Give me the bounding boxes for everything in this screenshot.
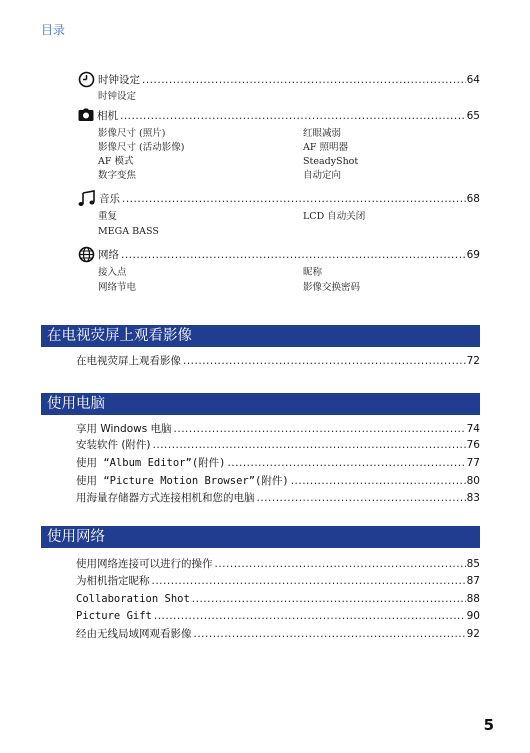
toc-entry[interactable] xyxy=(76,420,480,436)
leader-dots xyxy=(194,627,466,641)
toc-entry-label: 网络 xyxy=(98,249,119,261)
sub-item: 时钟设定 xyxy=(98,91,137,102)
sub-item: 影像尺寸 (活动影像) xyxy=(98,142,185,153)
section-header: 使用电脑 xyxy=(41,393,480,415)
toc-entry-page: 74 xyxy=(466,423,480,435)
leader-dots xyxy=(291,474,466,488)
sub-item: 昵称 xyxy=(303,267,323,278)
sub-item: MEGA BASS xyxy=(98,226,159,237)
sub-item: 影像尺寸 (照片) xyxy=(98,128,166,139)
toc-entry-page: 69 xyxy=(466,249,480,261)
leader-dots xyxy=(154,609,466,623)
toc-entry-label: 相机 xyxy=(97,110,118,122)
toc-entry-page: 88 xyxy=(466,593,480,605)
toc-entry-label: 安装软件 (附件) xyxy=(76,439,151,451)
toc-entry-label: 音乐 xyxy=(99,193,120,205)
toc-entry-page: 76 xyxy=(466,439,480,451)
toc-entry-label: 使用 “Picture Motion Browser”(附件) xyxy=(76,475,289,487)
toc-entry-page: 77 xyxy=(466,457,480,469)
toc-entry-camera[interactable] xyxy=(78,107,480,123)
leader-dots xyxy=(122,192,466,206)
toc-entry-label: 在电视荧屏上观看影像 xyxy=(76,355,181,367)
toc-entry-label: Picture Gift xyxy=(76,610,152,622)
toc-entry[interactable] xyxy=(76,555,480,571)
leader-dots xyxy=(192,592,466,606)
toc-entry-page: 85 xyxy=(466,558,480,570)
leader-dots xyxy=(121,248,466,262)
toc-entry[interactable] xyxy=(76,590,480,606)
toc-entry-page: 64 xyxy=(466,74,480,86)
section-header: 在电视荧屏上观看影像 xyxy=(41,325,480,347)
toc-entry[interactable] xyxy=(76,489,480,505)
sub-item: 网络节电 xyxy=(98,282,137,293)
toc-entry[interactable] xyxy=(76,607,480,623)
toc-entry-label: 使用 “Album Editor”(附件) xyxy=(76,457,226,469)
leader-dots xyxy=(152,574,466,588)
clock-icon xyxy=(78,71,95,87)
toc-entry[interactable] xyxy=(76,572,480,588)
toc-entry-page: 65 xyxy=(466,110,480,122)
sub-item: SteadyShot xyxy=(303,156,359,167)
page-number: 5 xyxy=(483,716,494,734)
sub-item: AF 照明器 xyxy=(303,142,348,153)
toc-entry-page: 87 xyxy=(466,575,480,587)
toc-entry-page: 68 xyxy=(466,193,480,205)
toc-entry[interactable] xyxy=(76,454,480,470)
leader-dots xyxy=(227,456,465,470)
sub-item: LCD 自动关闭 xyxy=(303,211,366,222)
toc-entry-page: 72 xyxy=(466,355,480,367)
leader-dots xyxy=(183,354,466,368)
leader-dots xyxy=(174,422,466,436)
toc-entry[interactable] xyxy=(76,352,480,368)
toc-entry[interactable] xyxy=(76,625,480,641)
toc-entry-page: 90 xyxy=(466,610,480,622)
music-note-icon xyxy=(78,190,96,206)
leader-dots xyxy=(257,491,466,505)
toc-entry-music[interactable] xyxy=(78,190,480,206)
section-header: 使用网络 xyxy=(41,526,480,548)
leader-dots xyxy=(215,557,466,571)
toc-entry[interactable] xyxy=(76,436,480,452)
toc-entry-label: 用海量存储器方式连接相机和您的电脑 xyxy=(76,492,255,504)
leader-dots xyxy=(142,73,466,87)
camera-icon xyxy=(78,107,94,123)
toc-entry-label: 为相机指定昵称 xyxy=(76,575,150,587)
toc-link[interactable]: 目录 xyxy=(41,23,66,37)
toc-entry-label: 时钟设定 xyxy=(98,74,140,86)
globe-icon xyxy=(78,246,95,262)
toc-entry-label: 经由无线局域网观看影像 xyxy=(76,628,192,640)
leader-dots xyxy=(120,109,466,123)
leader-dots xyxy=(153,438,466,452)
sub-item: 重复 xyxy=(98,211,118,222)
toc-entry-clock-settings[interactable] xyxy=(78,71,480,87)
toc-entry-page: 92 xyxy=(466,628,480,640)
toc-entry-label: Collaboration Shot xyxy=(76,593,190,605)
toc-entry-page: 83 xyxy=(466,492,480,504)
toc-entry-page: 80 xyxy=(466,475,480,487)
sub-item: 自动定向 xyxy=(303,170,342,181)
toc-entry[interactable] xyxy=(76,472,480,488)
sub-item: 数字变焦 xyxy=(98,170,137,181)
sub-item: 接入点 xyxy=(98,267,127,278)
toc-entry-label: 使用网络连接可以进行的操作 xyxy=(76,558,213,570)
sub-item: 红眼减弱 xyxy=(303,128,342,139)
sub-item: AF 模式 xyxy=(98,156,134,167)
sub-item: 影像交换密码 xyxy=(303,282,361,293)
toc-entry-label: 享用 Windows 电脑 xyxy=(76,423,172,435)
toc-entry-network[interactable] xyxy=(78,246,480,262)
